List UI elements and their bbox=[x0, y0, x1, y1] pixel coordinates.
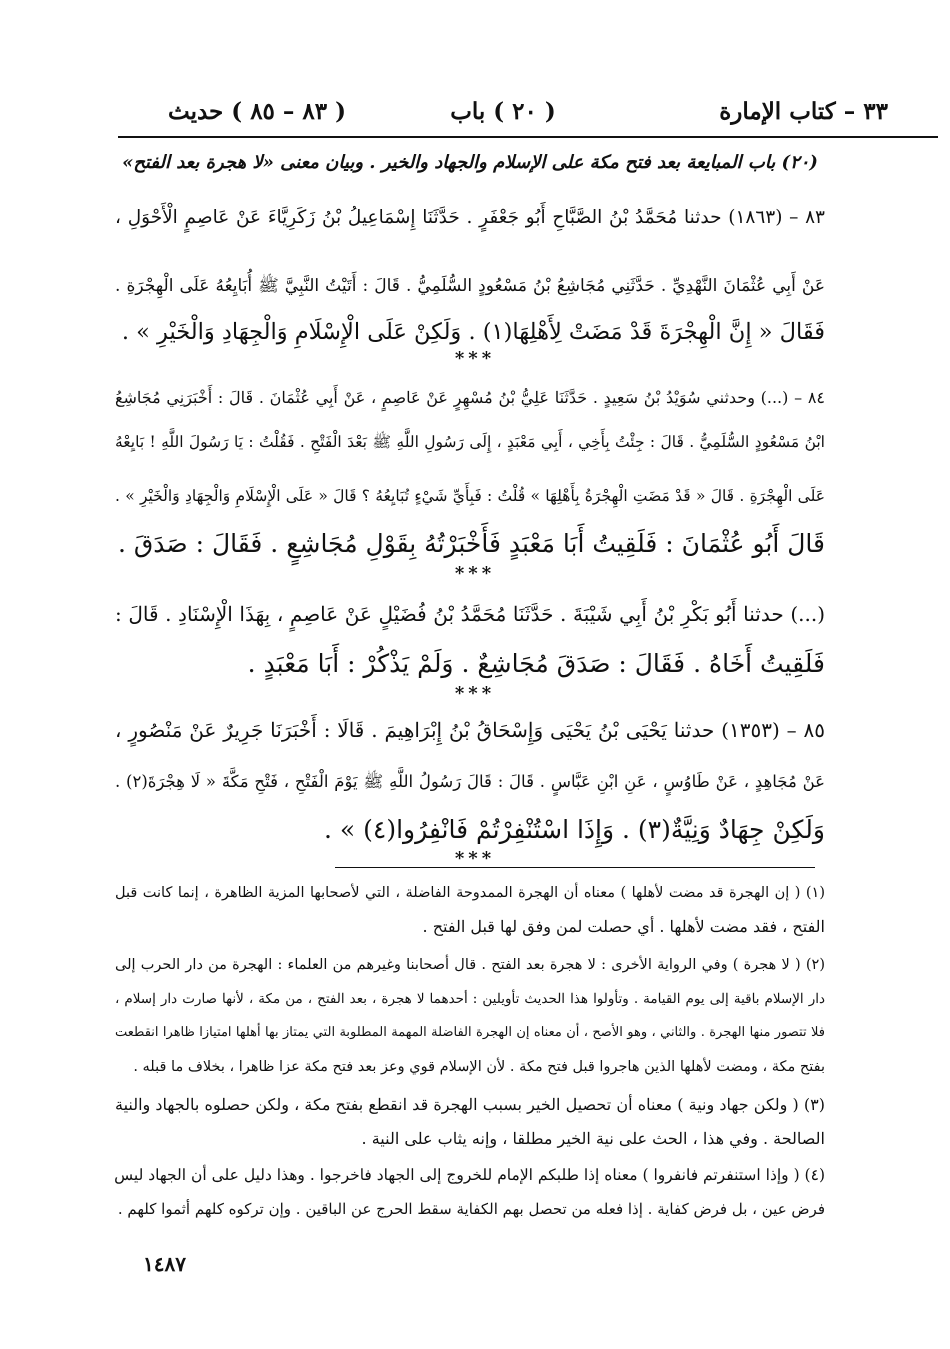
hadith-83-line-3: فَقَالَ « إِنَّ الْهِجْرَةَ قَدْ مَضَتْ لِأَهْلِهَا(١) . وَلَكِنْ عَلَى الْإِسْلَامِ وَالْجِهَادِ وَالْخَيْرِ » . bbox=[121, 319, 825, 345]
footnote-3-line-2: الصالحة . وفي هذا ، الحث على نية الخير مطلقا ، وإنه يثاب على النية . bbox=[361, 1129, 825, 1148]
footnote-2-line-1: (٢) ( لا هجرة ) وفي الرواية الأخرى : لا هجرة بعد الفتح . قال أصحابنا وغيرهم من العلماء : الهجرة من دار الحرب إلى bbox=[115, 957, 825, 973]
footnote-3-line-1: (٣) ( ولكن جهاد ونية ) معناه أن تحصيل الخير بسبب الهجرة قد انقطع بفتح مكة ، ولكن حصلوه بالجهاد والنية bbox=[115, 1095, 825, 1114]
footnote-2-line-2: دار الإسلام باقية إلى يوم القيامة . وتأولوا هذا الحديث تأويلين : أحدهما لا هجرة ، بعد الفتح ، من مكة ، لأنها صارت دار إسلام ، bbox=[115, 991, 825, 1007]
header-book-title: ٣٣ – كتاب الإمارة bbox=[719, 98, 888, 125]
hadith-83-line-2: عَنْ أَبِي عُثْمَانَ النَّهْدِيِّ . حَدَّثَنِي مُجَاشِعُ بْنُ مَسْعُودٍ السُّلَمِيُّ . قَالَ : أَتَيْتُ النَّبِيَّ ﷺ أُبَايِعُهُ عَلَى الْهِجْرَةِ . bbox=[115, 276, 825, 296]
footnote-1-line-2: الفتح ، فقد مضت لأهلها . أي حصلت لمن وفق لها قبل الفتح . bbox=[422, 917, 825, 936]
header-hadith-range: ( ٨٣ – ٨٥ ) حديث bbox=[168, 98, 347, 125]
hadith-84-line-3: عَلَى الْهِجْرَةِ . قَالَ « قَدْ مَضَتِ الْهِجْرَةُ بِأَهْلِهَا » قُلْتُ : فَبِأَيِّ شَيْءٍ تُبَايِعُهُ ؟ قَالَ « عَلَى الْإِسْلَامِ وَالْجِهَادِ وَالْخَيْرِ » . bbox=[115, 487, 825, 505]
hadith-84-line-4: قَالَ أَبُو عُثْمَانَ : فَلَقِيتُ أَبَا مَعْبَدٍ فَأَخْبَرْتُهُ بِقَوْلِ مُجَاشِعٍ . فَقَالَ : صَدَقَ . bbox=[118, 529, 825, 558]
footnote-4-line-2: فرض عين ، بل فرض كفاية . إذا فعله من تحصل بهم الكفاية سقط الحرج عن الباقين . وإن تركوه كلهم أثموا كلهم . bbox=[117, 1200, 825, 1218]
hadith-85-line-1: ٨٥ – (١٣٥٣) حدثنا يَحْيَى بْنُ يَحْيَى وَإِسْحَاقُ بْنُ إِبْرَاهِيمَ . قَالَا : أَخْبَرَنَا جَرِيرٌ عَنْ مَنْصُورٍ ، bbox=[115, 718, 825, 742]
footnote-divider bbox=[335, 867, 815, 868]
hadith-84-line-1: ٨٤ – (...) وحدثني سُوَيْدُ بْنُ سَعِيدٍ . حَدَّثَنَا عَلِيُّ بْنُ مُسْهِرٍ عَنْ عَاصِمٍ ، عَنْ أَبِي عُثْمَانَ . قَالَ : أَخْبَرَنِي مُجَاشِعُ bbox=[115, 388, 825, 407]
hadith-85-line-2: عَنْ مُجَاهِدٍ ، عَنْ طَاوُسٍ ، عَنِ ابْنِ عَبَّاسٍ . قَالَ : قَالَ رَسُولُ اللَّهِ ﷺ يَوْمَ الْفَتْحِ ، فَتْحِ مَكَّةَ « لَا هِجْرَةَ(٢) . bbox=[115, 772, 825, 791]
hadith-83-line-1: ٨٣ – (١٨٦٣) حدثنا مُحَمَّدُ بْنُ الصَّبَّاحِ أَبُو جَعْفَرٍ . حَدَّثَنَا إِسْمَاعِيلُ بْنُ زَكَرِيَّاءَ عَنْ عَاصِمٍ الْأَحْوَلِ ، bbox=[115, 207, 825, 228]
header-divider bbox=[118, 136, 938, 138]
footnote-2-line-3: فلا تتصور منها الهجرة . والثاني ، وهو الأصح ، أن معناه إن الهجرة الفاضلة المهمة المطلوبة التي يمتاز بها أهلها امتيازا ظاهرا انقطعت bbox=[115, 1025, 825, 1040]
section-separator-stars: *** bbox=[454, 348, 496, 369]
section-separator-stars: *** bbox=[454, 563, 496, 584]
header-chapter-number: ( ٢٠ ) باب bbox=[450, 98, 556, 125]
hadith-84b-line-1: (...) حدثنا أَبُو بَكْرِ بْنُ أَبِي شَيْبَةَ . حَدَّثَنَا مُحَمَّدُ بْنُ فُضَيْلٍ عَنْ عَاصِمٍ ، بِهَذَا الْإِسْنَادِ . قَالَ : bbox=[115, 602, 825, 626]
hadith-84b-line-2: فَلَقِيتُ أَخَاهُ . فَقَالَ : صَدَقَ مُجَاشِعٌ . وَلَمْ يَذْكُرْ : أَبَا مَعْبَدٍ . bbox=[247, 649, 825, 678]
section-separator-stars: *** bbox=[454, 848, 496, 869]
hadith-84-line-2: ابْنُ مَسْعُودٍ السُّلَمِيُّ . قَالَ : جِئْتُ بِأَخِي ، أَبِي مَعْبَدٍ ، إِلَى رَسُولِ اللَّهِ ﷺ بَعْدَ الْفَتْحِ . فَقُلْتُ : يَا رَسُولَ اللَّهِ ! بَايِعْهُ bbox=[115, 433, 825, 451]
hadith-85-line-3: وَلَكِنْ جِهَادٌ وَنِيَّةٌ(٣) . وَإِذَا اسْتُنْفِرْتُمْ فَانْفِرُوا(٤) » . bbox=[324, 815, 825, 844]
footnote-2-line-4: بفتح مكة ، ومضت لأهلها الذين هاجروا قبل فتح مكة . لأن الإسلام قوي وعز بعد فتح مكة عزا ظاهرا ، بخلاف ما قبله . bbox=[133, 1059, 825, 1075]
footnote-1-line-1: (١) ( إن الهجرة قد مضت لأهلها ) معناه أن الهجرة الممدوحة الفاضلة ، التي لأصحابها المزية الظاهرة ، إنما كانت قبل bbox=[115, 885, 825, 901]
chapter-title: (٢٠) باب المبايعة بعد فتح مكة على الإسلام والجهاد والخير . وبيان معنى «لا هجرة بعد الفتح» bbox=[122, 152, 818, 173]
section-separator-stars: *** bbox=[454, 683, 496, 704]
running-header bbox=[118, 92, 888, 132]
page-number: ١٤٨٧ bbox=[143, 1252, 186, 1276]
footnote-4-line-1: (٤) ( وإذا استنفرتم فانفروا ) معناه إذا طلبكم الإمام للخروج إلى الجهاد فاخرجوا . وهذا دليل على أن الجهاد ليس bbox=[114, 1166, 825, 1184]
